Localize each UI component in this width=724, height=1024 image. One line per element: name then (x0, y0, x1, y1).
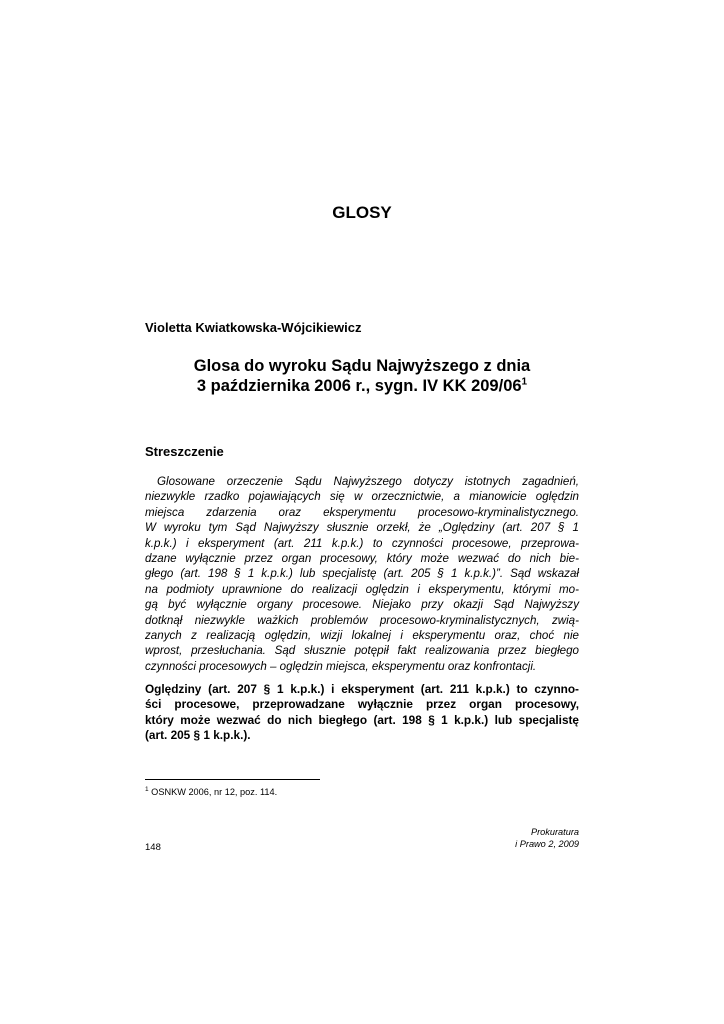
abstract-line: Glosowane orzeczenie Sądu Najwyższego dotyczy istotnych zagadnień, (157, 475, 579, 488)
abstract-line: miejsca zdarzenia oraz eksperymentu procesowo-kryminalistycznego. (145, 505, 579, 519)
abstract-line: wprost, przesłuchania. Sąd słusznie potępił fakt realizowania przez biegłego (145, 644, 579, 658)
author-name: Violetta Kwiatkowska-Wójcikiewicz (145, 320, 362, 335)
abstract-line: czynności procesowych – oględzin miejsca, eksperymentu oraz konfrontacji. (145, 659, 537, 673)
journal-line-2: i Prawo 2, 2009 (515, 838, 579, 849)
footnote-text: OSNKW 2006, nr 12, poz. 114. (148, 787, 278, 797)
abstract-line: głego (art. 198 § 1 k.p.k.) lub specjalistę (art. 205 § 1 k.p.k.)”. Sąd wskazał (145, 567, 579, 581)
thesis-line: który może wezwać do nich biegłego (art. 198 § 1 k.p.k.) lub specjalistę (145, 712, 579, 727)
thesis-paragraph (145, 682, 579, 744)
thesis-line: (art. 205 § 1 k.p.k.). (145, 728, 251, 743)
abstract-line: zanych z realizacją oględzin, wizji lokalnej i eksperymentu oraz, choć nie (145, 629, 579, 643)
thesis-line: ści procesowe, przeprowadzane wyłącznie przez organ procesowy, (145, 697, 579, 712)
abstract-line: W wyroku tym Sąd Najwyższy słusznie orzekł, że „Oględziny (art. 207 § 1 (145, 521, 579, 535)
abstract-line: dzane wyłącznie przez organ procesowy, który może wezwać do nich bie- (145, 552, 579, 566)
thesis-line: Oględziny (art. 207 § 1 k.p.k.) i eksperyment (art. 211 k.p.k.) to czynno- (145, 682, 579, 696)
title-line-2-text: 3 października 2006 r., sygn. IV KK 209/06 (196, 377, 522, 395)
journal-name (515, 827, 579, 850)
article-title (145, 356, 579, 396)
section-heading: GLOSY (332, 203, 392, 222)
footnote-separator (145, 779, 320, 780)
title-line-1: Glosa do wyroku Sądu Najwyższego z dnia (193, 357, 531, 375)
summary-heading: Streszczenie (145, 444, 224, 459)
abstract-line: niezwykle rzadko pojawiających się w orzecznictwie, a mianowicie oględzin (145, 490, 579, 504)
title-footnote-ref: 1 (521, 376, 528, 388)
journal-line-1: Prokuratura (530, 827, 579, 837)
abstract-paragraph (145, 474, 579, 674)
footnote (145, 786, 277, 798)
abstract-line: na podmioty uprawnione do realizacji oględzin i eksperymentu, którymi mo- (145, 582, 579, 596)
page-number: 148 (145, 842, 161, 853)
abstract-line: k.p.k.) i eksperyment (art. 211 k.p.k.) to czynności procesowe, przeprowa- (145, 536, 579, 550)
abstract-line: dotknął niezwykle ważkich problemów procesowo-kryminalistycznych, zwią- (145, 613, 579, 627)
abstract-line: gą być wyłącznie organy procesowe. Niejako przy okazji Sąd Najwyższy (145, 598, 579, 612)
title-line-2 (145, 376, 579, 396)
footnote-marker: 1 (145, 785, 149, 793)
